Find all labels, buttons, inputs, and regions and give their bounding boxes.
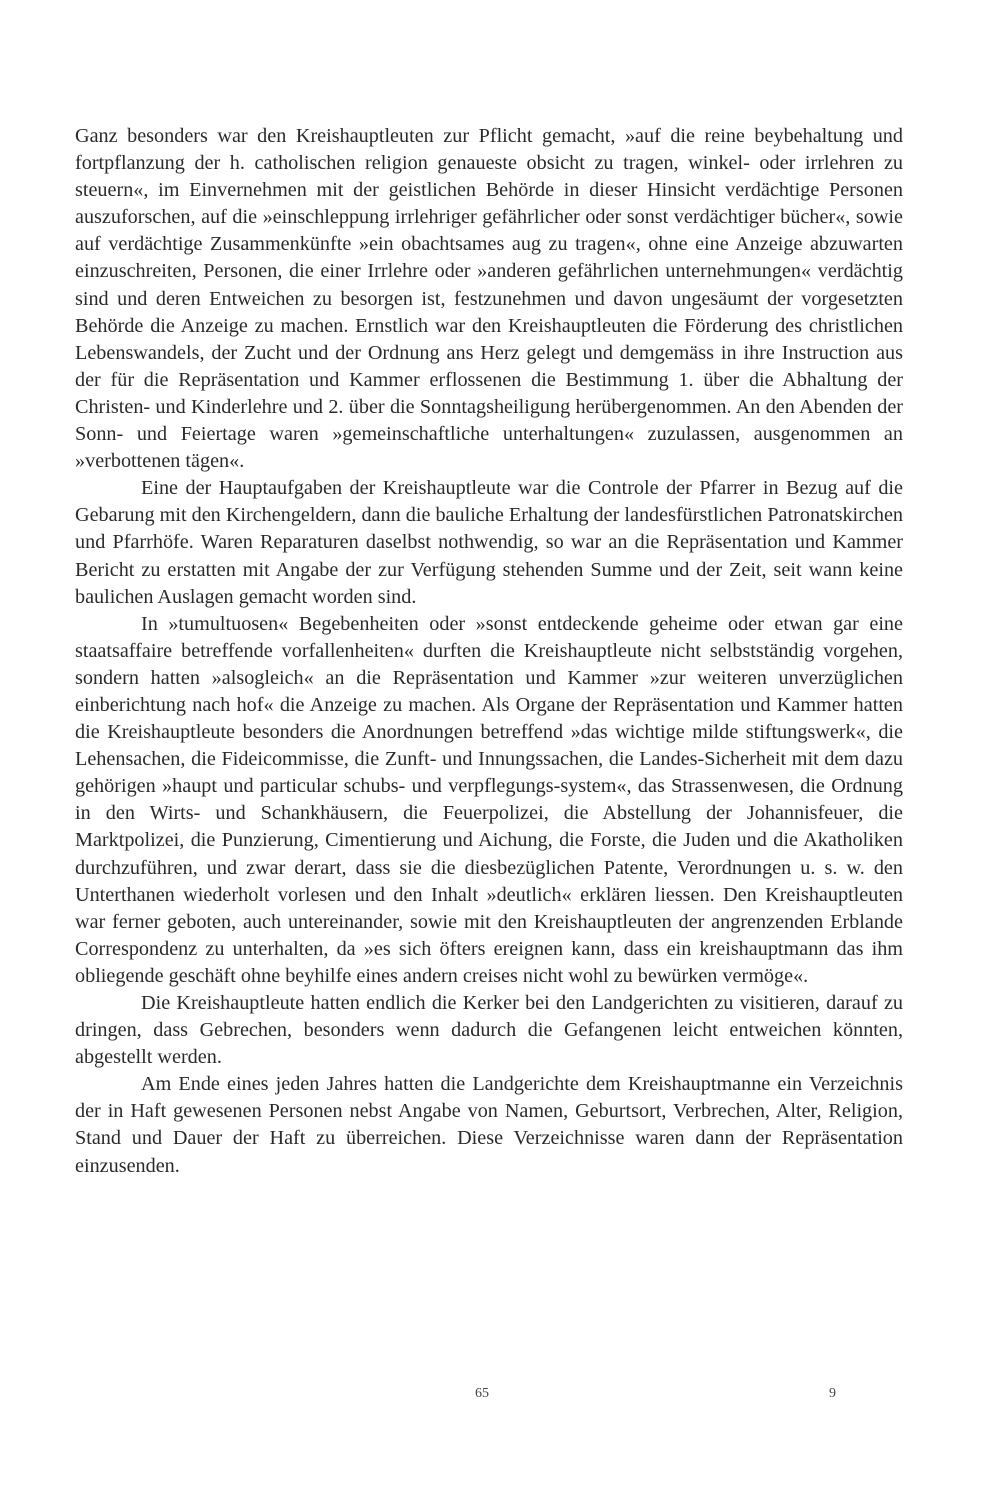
paragraph-4: Die Kreishauptleute hatten endlich die Kerker bei den Landgerichten zu visitieren, darauf zu dringen, dass Gebrechen, besonders wenn dadurch die Gefangenen leicht entweichen könnten, abgestellt werden. [75, 992, 903, 1069]
paragraph-1: Ganz besonders war den Kreishauptleuten zur Pflicht gemacht, »auf die reine beybehaltung und fortpflanzung der h. catholischen religion genaueste obsicht zu tragen, winkel- oder irrlehren zu steuern«, im Einvernehmen mit der geistlichen Behörde in dieser Hinsicht verdächtige Personen auszuforschen, auf die »einschleppung irrlehriger gefährlicher oder sonst verdächtiger bücher«, sowie auf verdächtige Zusammenkünfte »ein obachtsames aug zu tragen«, ohne eine Anzeige abzuwarten einzuschreiten, Personen, die einer Irrlehre oder »anderen gefährlichen unternehmungen« verdächtig sind und deren Entweichen zu besorgen ist, festzunehmen und davon ungesäumt der vorgesetzten Behörde die Anzeige zu machen. Ernstlich war den Kreishauptleuten die Förderung des christlichen Lebenswandels, der Zucht und der Ordnung ans Herz gelegt und demgemäss in ihre Instruction aus der für die Repräsentation und Kammer erflossenen die Bestimmung 1. über die Abhaltung der Christen- und Kinderlehre und 2. über die Sonntagsheiligung herübergenommen. An den Abenden der Sonn- und Feiertage waren »gemeinschaftliche unterhaltungen« zuzulassen, ausgenommen an »verbottenen tägen«. [75, 125, 903, 473]
signature-mark: 9 [829, 1386, 836, 1401]
page-body [75, 123, 903, 1180]
page-number: 65 [475, 1386, 489, 1401]
paragraph-3: In »tumultuosen« Begebenheiten oder »sonst entdeckende geheime oder etwan gar eine staatsaffaire betreffende vorfallenheiten« durften die Kreishauptleute nicht selbstständig vorgehen, sondern hatten »alsogleich« an die Repräsentation und Kammer »zur weiteren unverzüglichen einberichtung nach hof« die Anzeige zu machen. Als Organe der Repräsentation und Kammer hatten die Kreishauptleute besonders die Anordnungen betreffend »das wichtige milde stiftungswerk«, die Lehensachen, die Fideicommisse, die Zunft- und Innungssachen, die Landes-Sicherheit mit dem dazu gehörigen »haupt und particular schubs- und verpflegungs-system«, das Strassenwesen, die Ordnung in den Wirts- und Schankhäusern, die Feuerpolizei, die Abstellung der Johannisfeuer, die Marktpolizei, die Punzierung, Cimentierung und Aichung, die Forste, die Juden und die Akatholiken durchzuführen, und zwar derart, dass sie die diesbezüglichen Patente, Verordnungen u. s. w. den Unterthanen wiederholt vorlesen und den Inhalt »deutlich« erklären liessen. Den Kreishauptleuten war ferner geboten, auch untereinander, sowie mit den Kreishauptleuten der angrenzenden Erblande Correspondenz zu unterhalten, da »es sich öfters ereignen kann, dass ein kreishauptmann das ihm obliegende geschäft ohne beyhilfe eines andern creises nicht wohl zu bewürken vermöge«. [75, 612, 903, 987]
paragraph-2: Eine der Hauptaufgaben der Kreishauptleute war die Controle der Pfarrer in Bezug auf die Gebarung mit den Kirchengeldern, dann die bauliche Erhaltung der landesfürstlichen Patronatskirchen und Pfarrhöfe. Waren Reparaturen daselbst nothwendig, so war an die Repräsentation und Kammer Bericht zu erstatten mit Angabe der zur Verfügung stehenden Summe und der Zeit, seit wann keine baulichen Auslagen gemacht worden sind. [75, 477, 903, 608]
paragraph-5: Am Ende eines jeden Jahres hatten die Landgerichte dem Kreishauptmanne ein Verzeichnis der in Haft gewesenen Personen nebst Angabe von Namen, Geburtsort, Verbrechen, Alter, Religion, Stand und Dauer der Haft zu überreichen. Diese Verzeichnisse waren dann der Repräsentation einzusenden. [75, 1073, 903, 1177]
